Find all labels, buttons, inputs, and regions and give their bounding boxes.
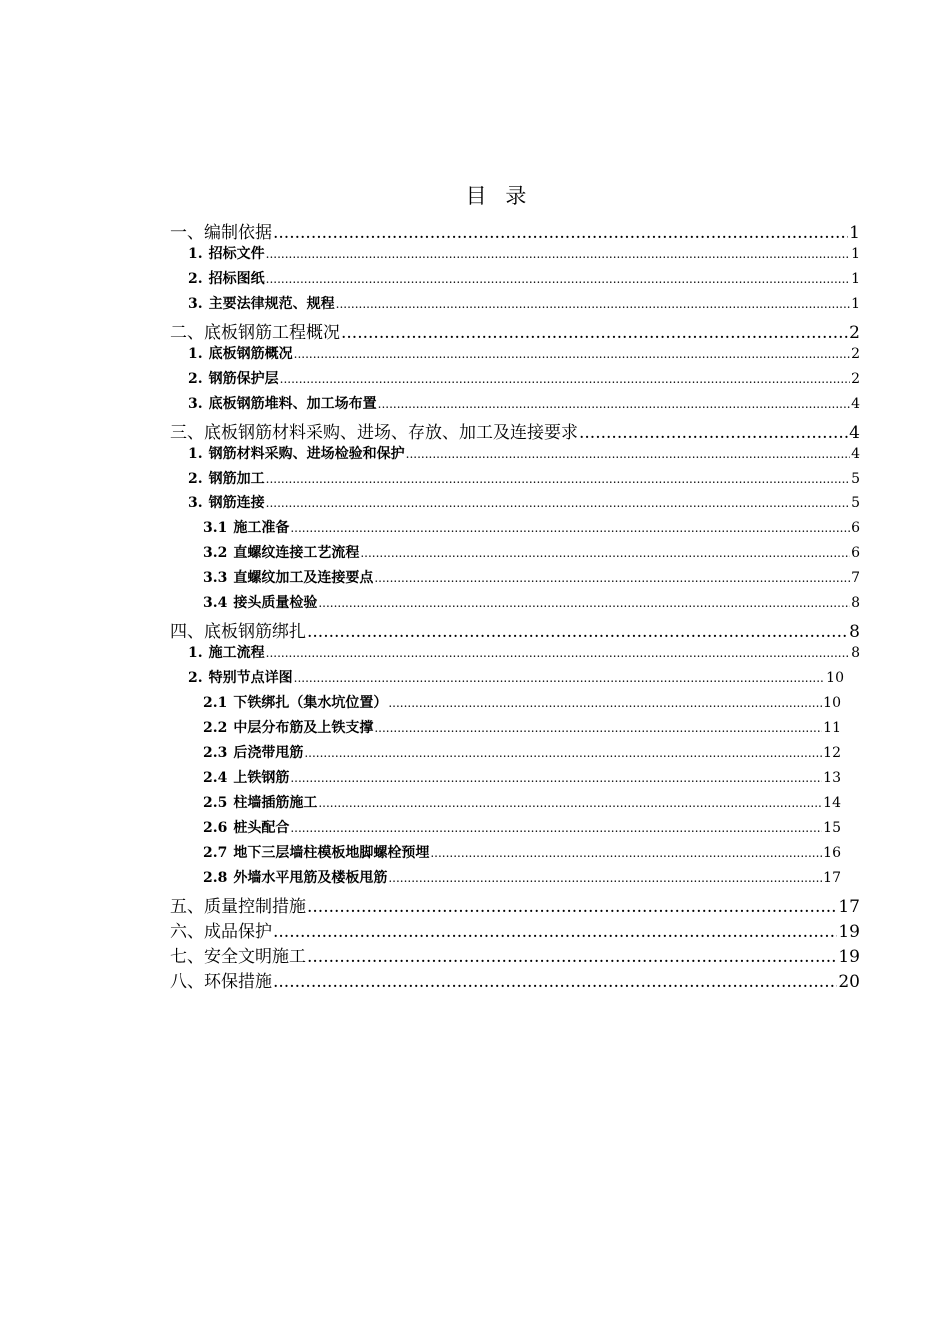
toc-entry[interactable] xyxy=(203,817,841,837)
toc-page-number: 11 xyxy=(823,720,841,736)
toc-entry-number: 1. xyxy=(188,445,203,462)
toc-entry[interactable] xyxy=(188,393,860,413)
toc-entry-label xyxy=(188,393,377,413)
toc-entry[interactable] xyxy=(188,368,860,388)
toc-page-number: 8 xyxy=(851,645,860,662)
toc-page-number: 7 xyxy=(851,570,860,587)
toc-entry-label xyxy=(203,792,317,812)
toc-leader-dots xyxy=(266,472,850,486)
toc-entry[interactable] xyxy=(203,542,860,562)
toc-leader-dots xyxy=(374,571,850,585)
toc-entry-text: 钢筋材料采购、进场检验和保护 xyxy=(208,445,405,462)
toc-entry-label xyxy=(188,343,293,363)
toc-entry-text: 招标文件 xyxy=(208,245,265,262)
toc-leader-dots xyxy=(290,521,850,535)
toc-entry[interactable] xyxy=(203,717,841,737)
toc-entry[interactable] xyxy=(170,967,860,992)
toc-page-number: 2 xyxy=(851,370,860,387)
toc-page-number: 4 xyxy=(851,445,860,462)
toc-page-number: 19 xyxy=(838,921,860,942)
toc-page-number: 10 xyxy=(823,695,841,712)
toc-entry-number: 3.3 xyxy=(203,570,228,587)
toc-leader-dots xyxy=(266,272,850,286)
toc-entry-text: 七、安全文明施工 xyxy=(170,946,306,967)
toc-leader-dots xyxy=(579,423,848,443)
toc-entry-label xyxy=(170,942,306,967)
toc-entry[interactable] xyxy=(170,218,860,243)
toc-entry-text: 外墙水平甩筋及楼板甩筋 xyxy=(233,869,388,886)
toc-page-number: 2 xyxy=(851,345,860,362)
toc-page-number: 15 xyxy=(823,819,841,836)
toc-entry-text: 特别节点详图 xyxy=(208,670,293,687)
toc-entry-label xyxy=(170,892,306,917)
toc-leader-dots xyxy=(294,671,826,685)
toc-entry[interactable] xyxy=(188,443,860,463)
toc-page-number: 4 xyxy=(849,422,860,443)
toc-entry-number: 1. xyxy=(188,245,203,262)
toc-entry[interactable] xyxy=(203,742,841,762)
toc-entry-number: 2.8 xyxy=(203,869,228,886)
toc-entry-label xyxy=(188,268,265,288)
toc-entry-label xyxy=(188,642,265,662)
toc-entry-text: 四、底板钢筋绑扎 xyxy=(170,622,306,643)
toc-entry-number: 2.2 xyxy=(203,720,228,736)
toc-entry-text: 三、底板钢筋材料采购、进场、存放、加工及连接要求 xyxy=(170,422,578,443)
toc-entry-text: 中层分布筋及上铁支撑 xyxy=(233,720,374,736)
toc-entry-label xyxy=(188,443,405,463)
toc-leader-dots xyxy=(273,972,837,992)
toc-page-number: 14 xyxy=(823,794,841,811)
toc-entry-label xyxy=(203,767,289,787)
toc-entry-text: 下铁绑扎（集水坑位置） xyxy=(233,695,388,712)
toc-leader-dots xyxy=(318,796,822,810)
toc-entry-label xyxy=(188,368,279,388)
toc-entry-label xyxy=(203,842,429,862)
toc-entry[interactable] xyxy=(188,243,860,263)
toc-entry-text: 柱墙插筋施工 xyxy=(233,794,318,811)
toc-entry-number: 1. xyxy=(188,645,203,662)
toc-entry-label xyxy=(170,617,306,642)
toc-entry-number: 2. xyxy=(188,470,203,487)
toc-entry[interactable] xyxy=(203,867,841,887)
toc-entry[interactable] xyxy=(188,468,860,488)
toc-entry-number: 2. xyxy=(188,670,203,687)
toc-leader-dots xyxy=(430,846,822,860)
toc-entry[interactable] xyxy=(170,942,860,967)
toc-entry[interactable] xyxy=(203,592,860,612)
toc-entry-text: 上铁钢筋 xyxy=(233,769,290,786)
toc-entry-number: 2.1 xyxy=(203,695,228,712)
toc-entry[interactable] xyxy=(188,492,860,512)
toc-entry-text: 二、底板钢筋工程概况 xyxy=(170,322,340,343)
toc-entry-text: 直螺纹加工及连接要点 xyxy=(233,570,374,587)
toc-entry-number: 1. xyxy=(188,345,203,362)
toc-entry[interactable] xyxy=(203,517,860,537)
toc-leader-dots xyxy=(374,721,822,735)
toc-entry-text: 直螺纹连接工艺流程 xyxy=(233,545,360,562)
toc-entry[interactable] xyxy=(188,642,860,662)
toc-page-number: 20 xyxy=(838,971,860,992)
toc-entry-text: 六、成品保护 xyxy=(170,921,272,942)
toc-leader-dots xyxy=(307,897,837,917)
toc-page-number: 17 xyxy=(823,869,841,886)
toc-leader-dots xyxy=(266,247,850,261)
toc-entry-label xyxy=(203,542,359,562)
toc-entry-number: 3.2 xyxy=(203,545,228,562)
toc-entry[interactable] xyxy=(203,767,841,787)
toc-entry-label xyxy=(188,468,265,488)
toc-leader-dots xyxy=(341,323,848,343)
toc-page-number: 4 xyxy=(851,395,860,412)
toc-entry-text: 钢筋连接 xyxy=(208,495,265,512)
toc-leader-dots xyxy=(290,821,822,835)
toc-leader-dots xyxy=(266,646,850,660)
toc-page-number: 5 xyxy=(851,470,860,487)
toc-leader-dots xyxy=(360,546,850,560)
toc-entry-text: 底板钢筋堆料、加工场布置 xyxy=(208,395,377,412)
toc-entry-label xyxy=(188,243,265,263)
toc-entry[interactable] xyxy=(188,667,844,687)
toc-entry-label xyxy=(203,592,317,612)
toc-leader-dots xyxy=(388,871,822,885)
toc-leader-dots xyxy=(273,922,837,942)
toc-leader-dots xyxy=(294,347,850,361)
toc-entry-text: 招标图纸 xyxy=(208,270,265,287)
toc-page-number: 12 xyxy=(823,744,841,761)
toc-entry-label xyxy=(188,667,293,687)
toc-entry[interactable] xyxy=(203,792,841,812)
toc-entry[interactable] xyxy=(170,418,860,443)
toc-title: 目 录 xyxy=(465,184,533,208)
toc-page-number: 2 xyxy=(849,322,860,343)
toc-entry-number: 3.4 xyxy=(203,595,228,612)
toc-entry-text: 施工流程 xyxy=(208,645,265,662)
toc-page-number: 10 xyxy=(826,670,844,687)
toc-entry-label xyxy=(170,218,272,243)
toc-page-number: 17 xyxy=(838,896,860,917)
toc-page-number: 6 xyxy=(851,545,860,562)
toc-entry-label xyxy=(188,492,265,512)
toc-leader-dots xyxy=(304,746,822,760)
toc-entry[interactable] xyxy=(170,318,860,343)
toc-entry[interactable] xyxy=(203,842,841,862)
toc-entry[interactable] xyxy=(170,892,860,917)
toc-leader-dots xyxy=(388,696,822,710)
toc-leader-dots xyxy=(280,372,850,386)
toc-entry-label xyxy=(170,318,340,343)
toc-entry-text: 一、编制依据 xyxy=(170,223,272,243)
toc-entry-number: 2.3 xyxy=(203,744,228,761)
toc-page-number: 1 xyxy=(851,245,860,262)
toc-entry-text: 施工准备 xyxy=(233,520,290,537)
toc-entry[interactable] xyxy=(170,917,860,942)
toc-leader-dots xyxy=(307,947,837,967)
toc-entry-number: 3. xyxy=(188,295,203,312)
toc-entry-number: 2.6 xyxy=(203,819,228,836)
toc-entry-text: 后浇带甩筋 xyxy=(233,744,304,761)
toc-entry[interactable] xyxy=(188,268,860,288)
toc-entry-text: 五、质量控制措施 xyxy=(170,896,306,917)
toc-leader-dots xyxy=(307,622,848,642)
toc-entry-label xyxy=(203,742,303,762)
toc-entry[interactable] xyxy=(188,293,860,313)
toc-page-number: 6 xyxy=(851,520,860,537)
toc-leader-dots xyxy=(336,297,850,311)
toc-entry-text: 钢筋加工 xyxy=(208,470,265,487)
toc-leader-dots xyxy=(406,447,850,461)
toc-entry-number: 2. xyxy=(188,270,203,287)
toc-entry-number: 3.1 xyxy=(203,520,228,537)
toc-entry-label xyxy=(203,717,373,737)
toc-leader-dots xyxy=(318,596,850,610)
toc-page-number: 1 xyxy=(849,223,860,243)
toc-leader-dots xyxy=(266,496,850,510)
toc-entry-label xyxy=(170,967,272,992)
toc-entry-text: 八、环保措施 xyxy=(170,971,272,992)
toc-page-number: 8 xyxy=(851,595,860,612)
toc-page-number: 8 xyxy=(849,622,860,643)
toc-entry-text: 钢筋保护层 xyxy=(208,370,279,387)
toc-leader-dots xyxy=(378,397,850,411)
toc-entry-label xyxy=(170,418,578,443)
toc-leader-dots xyxy=(290,771,822,785)
toc-entry-text: 主要法律规范、规程 xyxy=(208,295,335,312)
toc-entry-text: 接头质量检验 xyxy=(233,595,318,612)
toc-entry-label xyxy=(203,867,387,887)
toc-page-number: 16 xyxy=(823,844,841,861)
toc-entry-label xyxy=(203,692,387,712)
toc-entry-number: 3. xyxy=(188,495,203,512)
toc-entry-text: 桩头配合 xyxy=(233,819,290,836)
toc-entry[interactable] xyxy=(203,567,860,587)
toc-entry[interactable] xyxy=(188,343,860,363)
toc-entry-number: 2.5 xyxy=(203,794,228,811)
toc-leader-dots xyxy=(273,223,848,243)
toc-page-number: 13 xyxy=(823,769,841,786)
toc-entry[interactable] xyxy=(203,692,841,712)
toc-entry-text: 底板钢筋概况 xyxy=(208,345,293,362)
toc-entry-number: 2. xyxy=(188,370,203,387)
toc-entry-label xyxy=(203,567,373,587)
toc-entry-number: 2.4 xyxy=(203,769,228,786)
toc-entry-number: 3. xyxy=(188,395,203,412)
toc-page-number: 5 xyxy=(851,495,860,512)
toc-entry-label xyxy=(203,817,289,837)
toc-entry-label xyxy=(203,517,289,537)
toc-entry-label xyxy=(188,293,335,313)
toc-page-number: 1 xyxy=(851,295,860,312)
toc-page-number: 1 xyxy=(851,270,860,287)
toc-entry-text: 地下三层墙柱模板地脚螺栓预埋 xyxy=(233,844,430,861)
toc-entry-number: 2.7 xyxy=(203,844,228,861)
toc-entry-label xyxy=(170,917,272,942)
toc-page-number: 19 xyxy=(838,946,860,967)
toc-entry[interactable] xyxy=(170,617,860,642)
